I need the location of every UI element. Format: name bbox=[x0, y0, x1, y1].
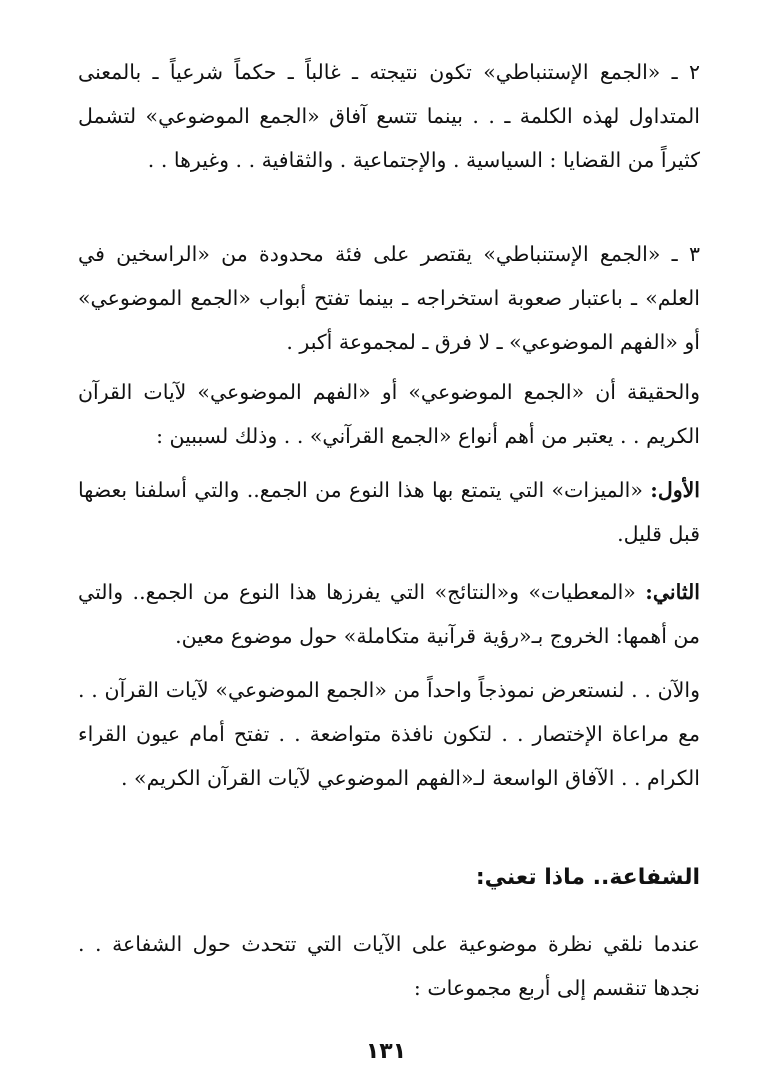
paragraph-reality bbox=[78, 370, 700, 458]
paragraph-first-reason bbox=[78, 468, 700, 556]
page-number: ١٣١ bbox=[365, 1039, 407, 1064]
paragraph-text: ٣ ـ «الجمع الإستنباطي» يقتصر على فئة محدودة من «الراسخين في العلم» ـ باعتبار صعوبة استخراجه ـ بينما تفتح أبواب «الجمع الموضوعي» أو «الفهم الموضوعي» ـ لا فرق ـ لمجموعة أكبر . bbox=[78, 242, 700, 354]
paragraph-point-2 bbox=[78, 50, 700, 182]
paragraph-text: والآن . . لنستعرض نموذجاً واحداً من «الجمع الموضوعي» لآيات القرآن . . مع مراعاة الإختصار . . لتكون نافذة متواضعة . . تفتح أمام عيون القراء الكرام . . الآفاق الواسعة لـ«الفهم الموضوعي لآيات القرآن الكريم» . bbox=[78, 678, 700, 790]
paragraph-second-reason bbox=[78, 570, 700, 658]
paragraph-lead: الثاني: bbox=[645, 580, 700, 604]
paragraph-text: عندما نلقي نظرة موضوعية على الآيات التي تتحدث حول الشفاعة . . نجدها تنقسم إلى أربع مجموعات : bbox=[78, 932, 700, 1000]
paragraph-example bbox=[78, 668, 700, 800]
paragraph-text: «الميزات» التي يتمتع بها هذا النوع من الجمع.. والتي أسلفنا بعضها قبل قليل. bbox=[78, 478, 700, 546]
paragraph-text: ٢ ـ «الجمع الإستنباطي» تكون نتيجته ـ غالباً ـ حكماً شرعياً ـ بالمعنى المتداول لهذه الكلمة ـ . . بينما تتسع آفاق «الجمع الموضوعي» لتشمل كثيراً من القضايا : السياسية . والإجتماعية . والثقافية . . وغيرها . . bbox=[78, 60, 700, 172]
paragraph-text: والحقيقة أن «الجمع الموضوعي» أو «الفهم الموضوعي» لآيات القرآن الكريم . . يعتبر من أهم أنواع «الجمع القرآني» . . وذلك لسببين : bbox=[78, 380, 700, 448]
paragraph-point-3 bbox=[78, 232, 700, 364]
paragraph-intercession bbox=[78, 922, 700, 1010]
paragraph-lead: الأول: bbox=[650, 478, 700, 502]
paragraph-text: «المعطيات» و«النتائج» التي يفرزها هذا النوع من الجمع.. والتي من أهمها: الخروج بـ«رؤية قرآنية متكاملة» حول موضوع معين. bbox=[78, 580, 700, 648]
section-heading: الشفاعة.. ماذا تعني: bbox=[475, 865, 700, 890]
